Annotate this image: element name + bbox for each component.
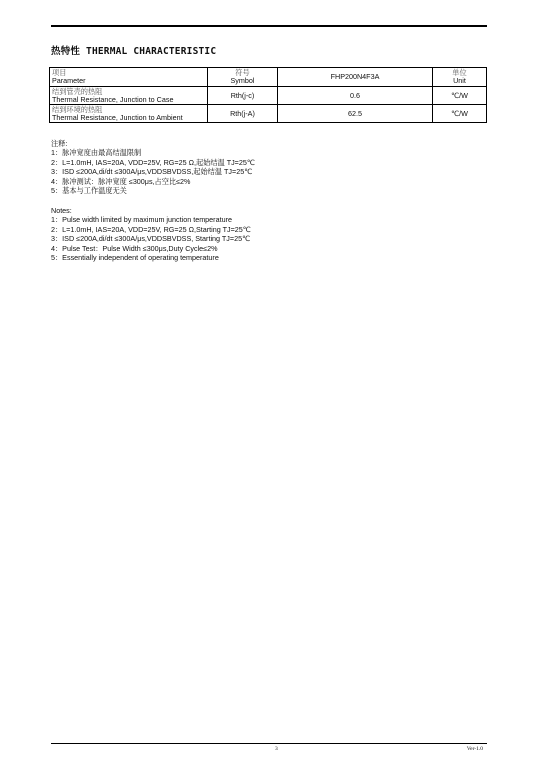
- header-symbol: [208, 68, 278, 87]
- row-parameter-cn: 结到管壳的热阻: [52, 86, 103, 96]
- thermal-characteristic-table: [49, 67, 487, 123]
- header-symbol-en: Symbol: [230, 76, 255, 85]
- row-symbol: Rth(j-c): [208, 87, 278, 105]
- row-parameter: [50, 87, 208, 105]
- header-unit: [433, 68, 487, 87]
- row-symbol: Rth(j-A): [208, 105, 278, 123]
- header-parameter: [50, 68, 208, 87]
- row-value: 62.5: [278, 105, 433, 123]
- note-item-cn: 2：L=1.0mH, IAS=20A, VDD=25V, RG=25 Ω,起始结温 TJ=25℃: [51, 157, 255, 167]
- header-parameter-cn: 项目: [52, 68, 67, 77]
- notes-cn-title: 注释:: [51, 139, 68, 148]
- top-rule: [51, 25, 487, 27]
- notes-chinese: [51, 139, 255, 195]
- note-item-en: 1：Pulse width limited by maximum junction temperature: [51, 215, 232, 225]
- header-model: FHP200N4F3A: [278, 68, 433, 87]
- table-row: [50, 87, 487, 105]
- note-item-en: 4：Pulse Test：Pulse Width ≤300μs,Duty Cycle≤2%: [51, 243, 218, 253]
- note-item-en: 2：L=1.0mH, IAS=20A, VDD=25V, RG=25 Ω,Starting TJ=25℃: [51, 224, 251, 234]
- table-header-row: [50, 68, 487, 87]
- note-item-cn: 5：基本与工作温度无关: [51, 186, 127, 196]
- row-unit: ℃/W: [433, 87, 487, 105]
- note-item-cn: 1：脉冲宽度由最高结温限制: [51, 148, 142, 158]
- notes-english: [51, 206, 251, 262]
- note-item-en: 3：ISD ≤200A,di/dt ≤300A/μs,VDDSBVDSS, Starting TJ=25℃: [51, 234, 251, 244]
- bottom-rule: [51, 743, 487, 744]
- table-row: [50, 105, 487, 123]
- row-parameter: [50, 105, 208, 123]
- header-symbol-cn: 符号: [235, 68, 250, 77]
- note-item-cn: 4：脉冲测试：脉冲宽度 ≤300μs,占空比≤2%: [51, 176, 191, 186]
- note-item-cn: 3：ISD ≤200A,di/dt ≤300A/μs,VDDSBVDSS,起始结温 TJ=25℃: [51, 167, 253, 177]
- page-number: 3: [275, 746, 278, 752]
- row-parameter-en: Thermal Resistance, Junction to Case: [52, 94, 174, 104]
- section-heading: 热特性 THERMAL CHARACTERISTIC: [51, 46, 217, 57]
- header-parameter-en: Parameter: [52, 76, 86, 85]
- header-unit-en: Unit: [453, 76, 466, 85]
- note-item-en: 5：Essentially independent of operating temperature: [51, 253, 219, 263]
- row-parameter-en: Thermal Resistance, Junction to Ambient: [52, 112, 183, 122]
- row-unit: ℃/W: [433, 105, 487, 123]
- header-unit-cn: 单位: [452, 68, 467, 77]
- row-parameter-cn: 结到环境的热阻: [52, 104, 103, 114]
- version-label: Ver-1.0: [466, 746, 483, 752]
- notes-en-title: Notes:: [51, 206, 72, 215]
- row-value: 0.6: [278, 87, 433, 105]
